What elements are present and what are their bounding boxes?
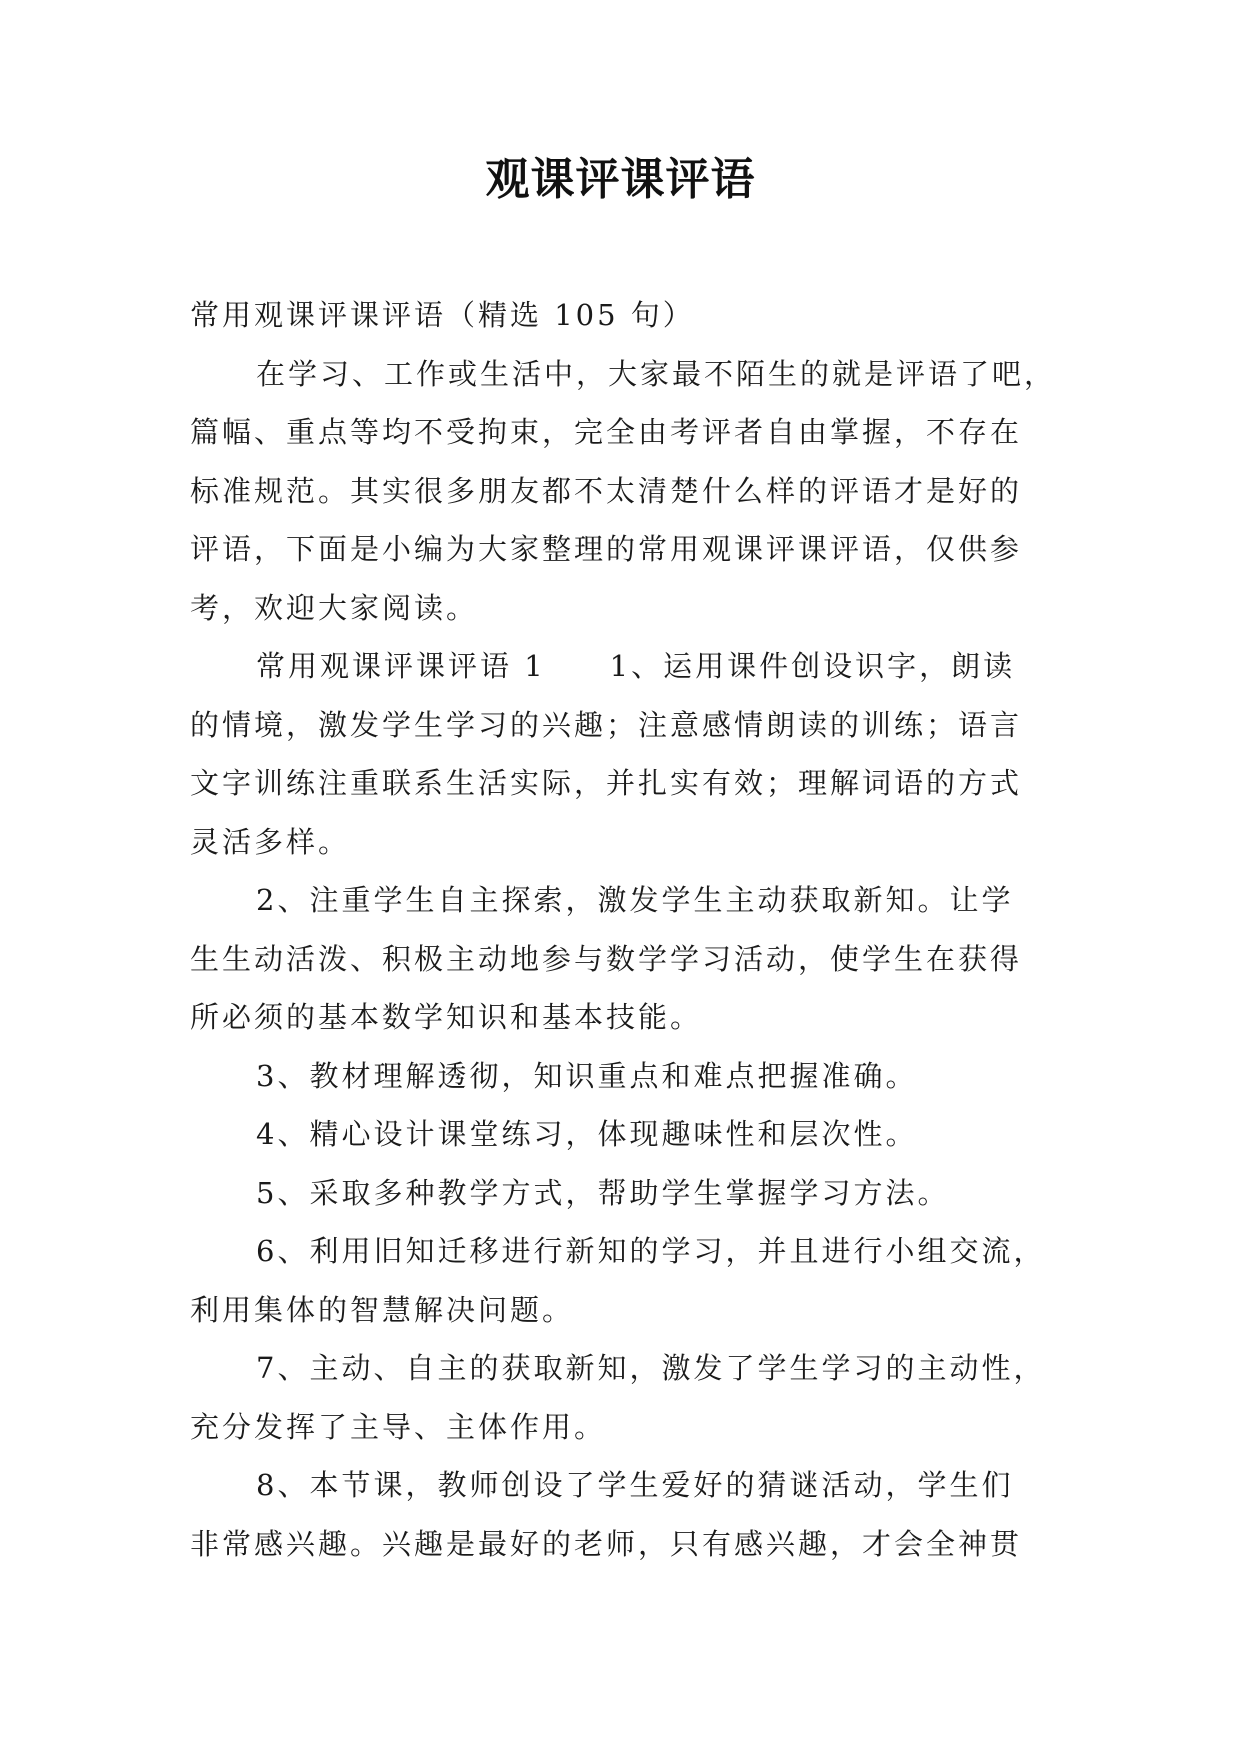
paragraph-line: 评语，下面是小编为大家整理的常用观课评课评语，仅供参 [190, 532, 1023, 566]
paragraph-line: 生生动活泼、积极主动地参与数学学习活动，使学生在获得 [190, 941, 1023, 976]
paragraph-line: 3、教材理解透彻，知识重点和难点把握准确。 [256, 1058, 918, 1093]
paragraph-line: 7、主动、自主的获取新知，激发了学生学习的主动性， [256, 1351, 1046, 1385]
paragraph-line: 4、精心设计课堂练习，体现趣味性和层次性。 [256, 1117, 918, 1151]
paragraph-line: 充分发挥了主导、主体作用。 [190, 1409, 607, 1444]
document-title: 观课评课评语 [485, 154, 756, 205]
document-subtitle: 常用观课评课评语（精选 105 句） [190, 298, 695, 332]
paragraph-line: 6、利用旧知迁移进行新知的学习，并且进行小组交流， [256, 1234, 1046, 1268]
paragraph-line: 灵活多样。 [190, 824, 351, 859]
paragraph-line: 5、采取多种教学方式，帮助学生掌握学习方法。 [256, 1175, 950, 1210]
document-body [190, 286, 1060, 1573]
paragraph-line: 8、本节课，教师创设了学生爱好的猜谜活动，学生们 [256, 1468, 1014, 1502]
paragraph-line: 所必须的基本数学知识和基本技能。 [190, 1000, 703, 1034]
paragraph-line: 篇幅、重点等均不受拘束，完全由考评者自由掌握，不存在 [190, 415, 1023, 449]
paragraph-line: 利用集体的智慧解决问题。 [190, 1292, 575, 1327]
paragraph-line: 的情境，激发学生学习的兴趣；注意感情朗读的训练；语言 [190, 707, 1023, 742]
paragraph-line: 标准规范。其实很多朋友都不太清楚什么样的评语才是好的 [190, 473, 1023, 508]
paragraph-line: 非常感兴趣。兴趣是最好的老师，只有感兴趣，才会全神贯 [190, 1526, 1023, 1561]
paragraph-line: 在学习、工作或生活中，大家最不陌生的就是评语了吧， [256, 356, 1057, 391]
paragraph-line: 常用观课评课评语 1 1、运用课件创设识字，朗读 [256, 649, 1016, 683]
paragraph-line: 考，欢迎大家阅读。 [190, 590, 479, 625]
paragraph-line: 文字训练注重联系生活实际，并扎实有效；理解词语的方式 [190, 766, 1023, 800]
paragraph-line: 2、注重学生自主探索，激发学生主动获取新知。让学 [256, 883, 1014, 917]
